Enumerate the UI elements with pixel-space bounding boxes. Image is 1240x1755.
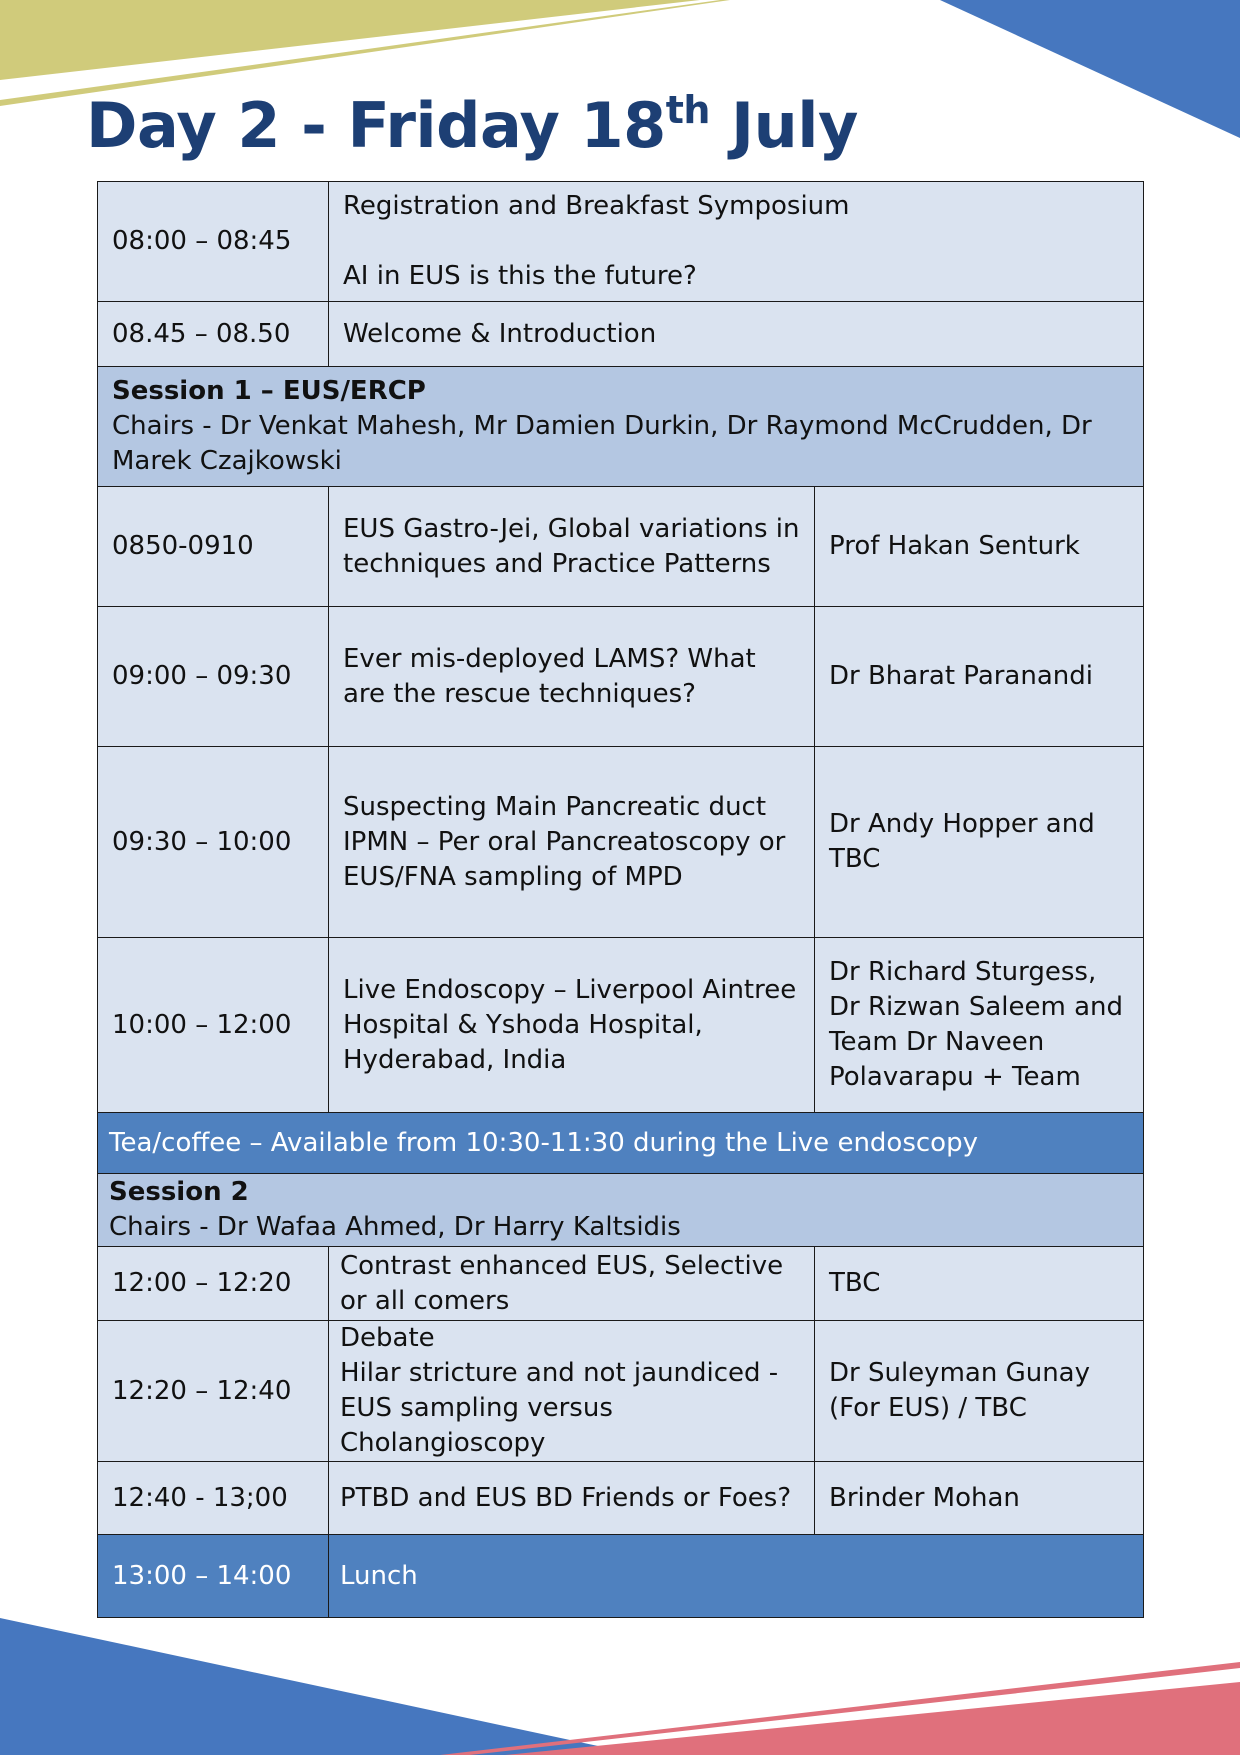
topic-cell: Contrast enhanced EUS, Selective or all comers <box>329 1247 815 1321</box>
time-cell: 08:00 – 08:45 <box>98 182 329 302</box>
olive-stripe-top-left <box>0 0 700 80</box>
time-cell: 12:40 - 13;00 <box>98 1462 329 1535</box>
time-cell: 10:00 – 12:00 <box>98 938 329 1113</box>
session-header-row <box>98 367 1144 487</box>
speaker-cell: Dr Bharat Paranandi <box>815 607 1144 747</box>
session-chairs: Chairs - Dr Wafaa Ahmed, Dr Harry Kaltsidis <box>109 1212 681 1242</box>
speaker-cell: TBC <box>815 1247 1144 1321</box>
time-cell: 12:20 – 12:40 <box>98 1321 329 1462</box>
break-row <box>98 1113 1144 1174</box>
table-row <box>98 182 1144 302</box>
table-row <box>98 487 1144 607</box>
table-row <box>98 1247 1144 1321</box>
speaker-cell: Brinder Mohan <box>815 1462 1144 1535</box>
page-title-superscript: th <box>665 88 710 132</box>
topic-cell: PTBD and EUS BD Friends or Foes? <box>329 1462 815 1535</box>
page-title <box>86 90 858 161</box>
topic-cell: Ever mis-deployed LAMS? What are the rescue techniques? <box>329 607 815 747</box>
topic-cell: Suspecting Main Pancreatic duct IPMN – Per oral Pancreatoscopy or EUS/FNA sampling of MPD <box>329 747 815 938</box>
session-header-cell <box>98 1174 1144 1247</box>
speaker-cell: Dr Richard Sturgess, Dr Rizwan Saleem and Team Dr Naveen Polavarapu + Team <box>815 938 1144 1113</box>
time-cell: 12:00 – 12:20 <box>98 1247 329 1321</box>
table-row <box>98 1321 1144 1462</box>
time-cell: 09:30 – 10:00 <box>98 747 329 938</box>
topic-title: Debate <box>340 1323 435 1353</box>
session-chairs: Chairs - Dr Venkat Mahesh, Mr Damien Durkin, Dr Raymond McCrudden, Dr Marek Czajkowski <box>112 411 1092 476</box>
topic-text: Hilar stricture and not jaundiced - EUS sampling versus Cholangioscopy <box>340 1358 779 1458</box>
session-title: Session 1 – EUS/ERCP <box>112 376 426 406</box>
page-title-end: July <box>709 89 858 162</box>
time-cell: 13:00 – 14:00 <box>98 1535 329 1618</box>
topic-cell <box>329 1321 815 1462</box>
blue-triangle-bottom-left <box>0 1618 640 1755</box>
table-row <box>98 747 1144 938</box>
table-row <box>98 302 1144 367</box>
lunch-cell: Lunch <box>329 1535 1144 1618</box>
table-row <box>98 1462 1144 1535</box>
speaker-cell: Dr Andy Hopper and TBC <box>815 747 1144 938</box>
topic-cell <box>329 182 1144 302</box>
session-header-row <box>98 1174 1144 1247</box>
page-title-main: Day 2 - Friday 18 <box>86 89 666 162</box>
topic-cell: Welcome & Introduction <box>329 302 1144 367</box>
session-header-cell <box>98 367 1144 487</box>
speaker-cell: Prof Hakan Senturk <box>815 487 1144 607</box>
speaker-cell: Dr Suleyman Gunay (For EUS) / TBC <box>815 1321 1144 1462</box>
blue-triangle-top-right <box>940 0 1240 138</box>
lunch-row <box>98 1535 1144 1618</box>
break-cell: Tea/coffee – Available from 10:30-11:30 during the Live endoscopy <box>98 1113 1144 1174</box>
topic-line: AI in EUS is this the future? <box>343 261 697 291</box>
session-title: Session 2 <box>109 1177 249 1207</box>
agenda-table <box>97 181 1144 1618</box>
time-cell: 0850-0910 <box>98 487 329 607</box>
time-cell: 08.45 – 08.50 <box>98 302 329 367</box>
table-row <box>98 607 1144 747</box>
topic-cell: EUS Gastro-Jei, Global variations in techniques and Practice Patterns <box>329 487 815 607</box>
pink-stripe-bottom-right <box>505 1682 1240 1755</box>
topic-cell: Live Endoscopy – Liverpool Aintree Hospital & Yshoda Hospital, Hyderabad, India <box>329 938 815 1113</box>
table-row <box>98 938 1144 1113</box>
time-cell: 09:00 – 09:30 <box>98 607 329 747</box>
topic-line: Registration and Breakfast Symposium <box>343 191 850 221</box>
